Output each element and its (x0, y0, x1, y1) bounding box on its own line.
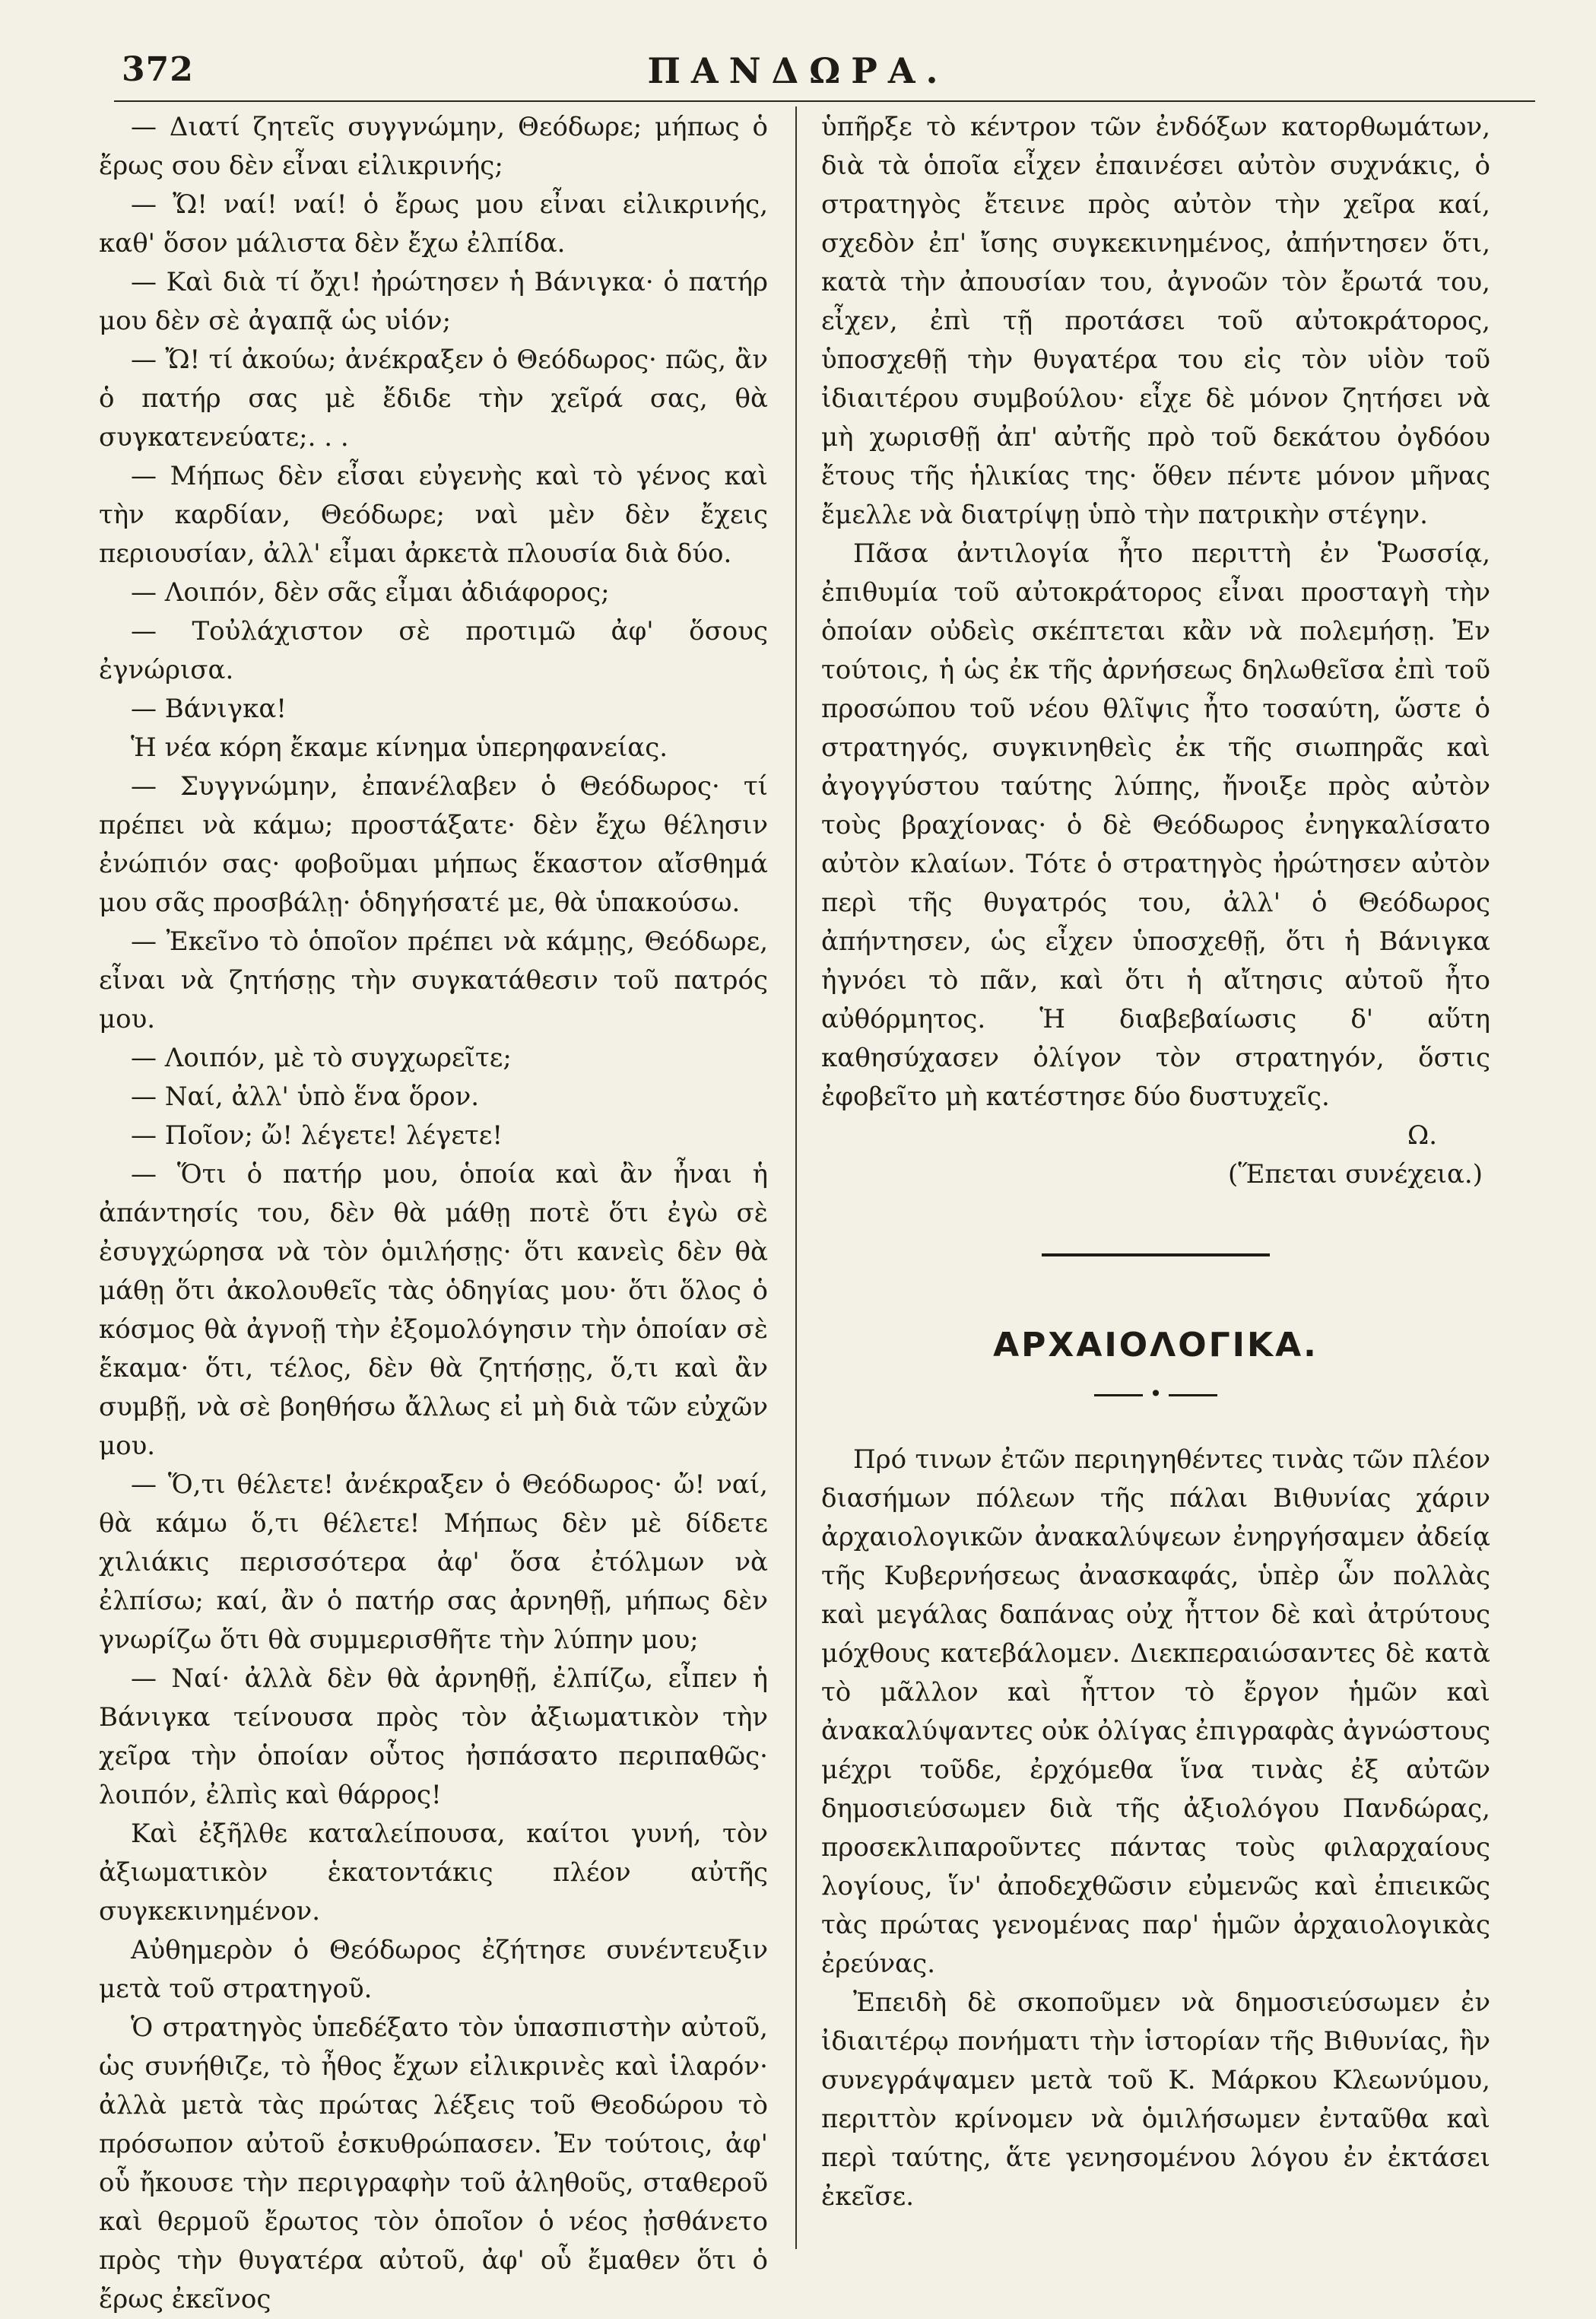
paragraph: — Βάνιγκα! (131, 694, 287, 724)
paragraph: — Λοιπόν, μὲ τὸ συγχωρεῖτε; (131, 1043, 512, 1073)
author-signature: Ω. (1407, 1120, 1437, 1151)
running-head: ΠΑΝΔΩΡΑ. (647, 50, 949, 91)
page-number: 372 (122, 50, 194, 89)
paragraph: — Ναί, ἀλλ' ὑπὸ ἕνα ὅρον. (131, 1082, 480, 1112)
paragraph: — Ποῖον; ὤ! λέγετε! λέγετε! (131, 1120, 503, 1151)
paragraph: — Ὤ! ναί! ναί! ὁ ἔρως μου εἶναι εἰλικρινής, καθ' ὅσον μάλιστα δὲν ἔχω ἐλπίδα. (99, 189, 768, 259)
paragraph: — Ὤ! τί ἀκούω; ἀνέκραξεν ὁ Θεόδωρος· πῶς, ἂν ὁ πατήρ σας μὲ ἔδιδε τὴν χεῖρά σας, θὰ συγκατενεύατε;. . . (99, 345, 768, 453)
paragraph: Ὁ στρατηγὸς ὑπεδέξατο τὸν ὑπασπιστὴν αὐτοῦ, ὡς συνήθιζε, τὸ ἦθος ἔχων εἰλικρινὲς καὶ ἱλαρόν· ἀλλὰ μετὰ τὰς πρώτας λέξεις τοῦ Θεοδώρου τὸ πρόσωπον αὐτοῦ ἐσκυθρώπασεν. Ἐν τούτοις, ἀφ' οὗ ἤκουσε τὴν περιγραφὴν τοῦ ἀληθοῦς, σταθεροῦ καὶ θερμοῦ ἔρωτος τὸν ὁποῖον ὁ νέος ᾐσθάνετο πρὸς τὴν θυγατέρα αὐτοῦ, ἀφ' οὗ ἔμαθεν ὅτι ὁ ἔρως ἐκεῖνος (99, 2012, 768, 2314)
paragraph: Ἐπειδὴ δὲ σκοποῦμεν νὰ δημοσιεύσωμεν ἐν ἰδιαιτέρῳ πονήματι τὴν ἱστορίαν τῆς Βιθυνίας, ἣν συνεγράψαμεν μετὰ τοῦ Κ. Μάρκου Κλεωνύμου, περιττὸν κρίνομεν νὰ ὁμιλήσωμεν ἐνταῦθα καὶ περὶ ταύτης, ἅτε γενησομένου λόγου ἐν ἐκτάσει ἐκεῖσε. (821, 1987, 1490, 2212)
paragraph: — Ἐκεῖνο τὸ ὁποῖον πρέπει νὰ κάμῃς, Θεόδωρε, εἶναι νὰ ζητήσῃς τὴν συγκατάθεσιν τοῦ πατρός μου. (99, 926, 768, 1034)
section-title: ΑΡΧΑΙΟΛΟΓΙΚΑ. (993, 1326, 1318, 1364)
paragraph: — Ναί· ἀλλὰ δὲν θὰ ἀρνηθῇ, ἐλπίζω, εἶπεν ἡ Βάνιγκα τείνουσα πρὸς τὸν ἀξιωματικὸν τὴν χεῖρα τὴν ὁποίαν οὗτος ἠσπάσατο περιπαθῶς· λοιπόν, ἐλπὶς καὶ θάρρος! (99, 1663, 768, 1810)
paragraph: — Διατί ζητεῖς συγγνώμην, Θεόδωρε; μήπως ὁ ἔρως σου δὲν εἶναι εἰλικρινής; (99, 112, 768, 181)
paragraph: Αὐθημερὸν ὁ Θεόδωρος ἐζήτησε συνέντευξιν μετὰ τοῦ στρατηγοῦ. (99, 1935, 768, 2004)
paragraph: — Ὅτι ὁ πατήρ μου, ὁποία καὶ ἂν ἦναι ἡ ἀπάντησίς του, δὲν θὰ μάθῃ ποτὲ ὅτι ἐγὼ σὲ ἐσυγχώρησα νὰ τὸν ὁμιλήσῃς· ὅτι κανεὶς δὲν θὰ μάθῃ ὅτι ἀκολουθεῖς τὰς ὁδηγίας μου· ὅτι ὅλος ὁ κόσμος θὰ ἀγνοῇ τὴν ἐξομολόγησιν τὴν ὁποίαν σὲ ἔκαμα· ὅτι, τέλος, δὲν θὰ ζητήσῃς, ὅ,τι καὶ ἂν συμβῇ, νὰ σὲ βοηθήσω ἄλλως εἰ μὴ διὰ τῶν εὐχῶν μου. (99, 1159, 768, 1461)
paragraph: — Καὶ διὰ τί ὄχι! ἠρώτησεν ἡ Βάνιγκα· ὁ πατήρ μου δὲν σὲ ἀγαπᾷ ὡς υἱόν; (99, 267, 768, 336)
paragraph: Ἡ νέα κόρη ἔκαμε κίνημα ὑπερηφανείας. (131, 732, 668, 763)
section-separator-rule (1042, 1253, 1270, 1256)
paragraph: — Ὅ,τι θέλετε! ἀνέκραξεν ὁ Θεόδωρος· ὤ! ναί, θὰ κάμω ὅ,τι θέλετε! Μήπως δὲν μὲ δίδετε χιλιάκις περισσότερα ἀφ' ὅσα ἐτόλμων νὰ ἐλπίσω; καί, ἂν ὁ πατήρ σας ἀρνηθῇ, μήπως δὲν γνωρίζω ὅτι θὰ συμμερισθῆτε τὴν λύπην μου; (99, 1469, 768, 1655)
paragraph: ὑπῆρξε τὸ κέντρον τῶν ἐνδόξων κατορθωμάτων, διὰ τὰ ὁποῖα εἶχεν ἐπαινέσει αὐτὸν συχνάκις, ὁ στρατηγὸς ἔτεινε πρὸς αὐτὸν τὴν χεῖρα καί, σχεδὸν ἐπ' ἴσης συγκεκινημένος, ἀπήντησεν ὅτι, κατὰ τὴν ἀπουσίαν του, ἀγνοῶν τὸν ἔρωτά του, εἶχεν, ἐπὶ τῇ προτάσει τοῦ αὐτοκράτορος, ὑποσχεθῇ τὴν θυγατέρα του εἰς τὸν υἱὸν τοῦ ἰδιαιτέρου συμβούλου· εἶχε δὲ μόνον ζητήσει νὰ μὴ χωρισθῇ ἀπ' αὐτῆς πρὸ τοῦ δεκάτου ὀγδόου ἔτους τῆς ἡλικίας της· ὅθεν πέντε μόνον μῆνας ἔμελλε νὰ διατρίψῃ ὑπὸ τὴν πατρικὴν στέγην. (821, 112, 1490, 530)
paragraph: Πᾶσα ἀντιλογία ἦτο περιττὴ ἐν Ῥωσσίᾳ, ἐπιθυμία τοῦ αὐτοκράτορος εἶναι προσταγὴ τὴν ὁποίαν οὐδεὶς σκέπτεται κἂν νὰ πολεμήσῃ. Ἐν τούτοις, ἡ ὡς ἐκ τῆς ἀρνήσεως δηλωθεῖσα ἐπὶ τοῦ προσώπου τοῦ νέου θλῖψις ἦτο τοσαύτη, ὥστε ὁ στρατηγός, συγκινηθεὶς ἐκ τῆς σιωπηρᾶς καὶ ἀγογγύστου ταύτης λύπης, ἤνοιξε πρὸς αὐτὸν τοὺς βραχίονας· ὁ δὲ Θεόδωρος ἐνηγκαλίσατο αὐτὸν κλαίων. Τότε ὁ στρατηγὸς ἠρώτησεν αὐτὸν περὶ τῆς θυγατρός του, ἀλλ' ὁ Θεόδωρος ἀπήντησεν, ὡς εἶχεν ὑποσχεθῇ, ὅτι ἡ Βάνιγκα ἠγνόει τὸ πᾶν, καὶ ὅτι ἡ αἴτησις αὐτοῦ ἦτο αὐθόρμητος. Ἡ διαβεβαίωσις δ' αὕτη καθησύχασεν ὀλίγον τὸν στρατηγόν, ὅστις ἐφοβεῖτο μὴ κατέστησε δύο δυστυχεῖς. (821, 538, 1490, 1112)
paragraph: — Τοὐλάχιστον σὲ προτιμῶ ἀφ' ὅσους ἐγνώρισα. (99, 616, 768, 685)
paragraph: — Μήπως δὲν εἶσαι εὐγενὴς καὶ τὸ γένος καὶ τὴν καρδίαν, Θεόδωρε; ναὶ μὲν δὲν ἔχεις περιουσίαν, ἀλλ' εἶμαι ἀρκετὰ πλουσία διὰ δύο. (99, 461, 768, 569)
paragraph: Καὶ ἐξῆλθε καταλείπουσα, καίτοι γυνή, τὸν ἀξιωματικὸν ἑκατοντάκις πλέον αὐτῆς συγκεκινημένον. (99, 1819, 768, 1927)
column-divider (795, 106, 797, 2249)
header-rule (114, 100, 1535, 102)
right-column (821, 108, 1490, 2216)
paragraph: — Συγγνώμην, ἐπανέλαβεν ὁ Θεόδωρος· τί πρέπει νὰ κάμω; προστάξατε· δὲν ἔχω θέλησιν ἐνώπιόν σας· φοβοῦμαι μήπως ἕκαστον αἴσθημά μου σᾶς προσβάλῃ· ὁδηγήσατέ με, θὰ ὑπακούσω. (99, 771, 768, 918)
paragraph: — Λοιπόν, δὲν σᾶς εἶμαι ἀδιάφορος; (131, 577, 610, 608)
left-column (99, 108, 768, 2319)
ornament-dot-icon: • (1142, 1381, 1169, 1406)
ornament-divider (821, 1378, 1490, 1410)
continued-note: (Ἕπεται συνέχεια.) (1227, 1159, 1483, 1190)
paragraph: Πρό τινων ἐτῶν περιηγηθέντες τινὰς τῶν πλέον διασήμων πόλεων τῆς πάλαι Βιθυνίας χάριν ἀρχαιολογικῶν ἀνακαλύψεων ἐνηργήσαμεν ἀδείᾳ τῆς Κυβερνήσεως ἀνασκαφάς, ὑπὲρ ὧν πολλὰς καὶ μεγάλας δαπάνας οὐχ ἧττον δὲ καὶ ἀτρύτους μόχθους κατεβάλομεν. Διεκπεραιώσαντες δὲ κατὰ τὸ μᾶλλον καὶ ἧττον τὸ ἔργον ἡμῶν καὶ ἀνακαλύψαντες οὐκ ὀλίγας ἐπιγραφὰς ἀγνώστους μέχρι τοῦδε, ἐρχόμεθα ἵνα τινὰς ἐξ αὐτῶν δημοσιεύσωμεν διὰ τῆς ἀξιολόγου Πανδώρας, προσεκλιπαροῦντες πάντας τοὺς φιλαρχαίους λογίους, ἵν' ἀποδεχθῶσιν εὐμενῶς καὶ ἐπιεικῶς τὰς πρώτας γενομένας παρ' ἡμῶν ἀρχαιολογικὰς ἐρεύνας. (821, 1444, 1490, 1979)
